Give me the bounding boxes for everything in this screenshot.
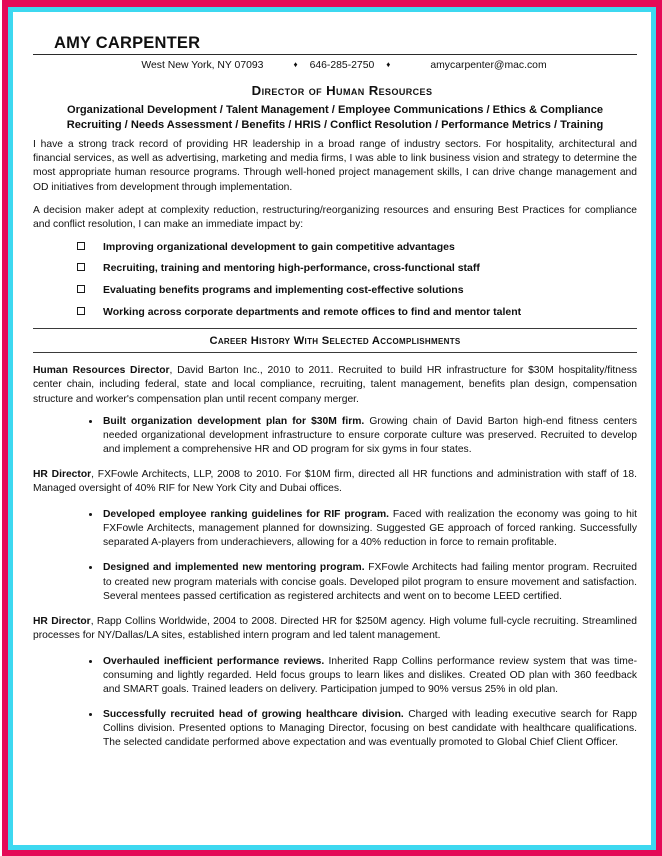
job-achievements [33,508,637,604]
job-entry [33,364,637,457]
job-heading [33,468,637,496]
list-item [89,708,637,750]
list-item-label: Evaluating benefits programs and implementing cost-effective solutions [103,284,464,297]
job-entry [33,468,637,604]
contact-email: amycarpenter@mac.com [430,60,547,72]
diamond-separator-icon: ♦ [386,60,391,70]
job-description: , Rapp Collins Worldwide, 2004 to 2008. Directed HR for $250M agency. High volume full-cycle recruiting. Streamlined processes for NY/Dallas/LA sites, established intern program and led talent management. [33,615,638,641]
bullet-icon [89,420,92,423]
job-description: , FXFowle Architects, LLP, 2008 to 2010. For $10M firm, directed all HR functions and administration with staff of 18. Managed oversight of 40% RIF for New York City and Dubai offices. [33,468,637,495]
list-item [77,241,637,255]
list-item-label: Working across corporate departments and remote offices to find and mentor talent [103,305,522,318]
job-heading [33,615,637,643]
resume-page [13,12,651,845]
checkbox-icon [77,263,85,271]
achievement-lead: Developed employee ranking guidelines for RIF program. [103,509,389,521]
achievement-detail: Growing chain of David Barton high-end fitness centers needed organizational development infrastructure to ensure corporate culture was preserved. Recruited to develop and implement a comprehensive HR and OD program for six gyms in four states. [103,415,637,455]
decorative-outer-frame [2,0,662,856]
job-title: HR Director [33,468,92,480]
job-title: HR Director [33,615,91,627]
job-description: , David Barton Inc., 2010 to 2011. Recruited to build HR infrastructure for $30M hospitality/fitness center chain, including federal, state and local compliance, recruiting, talent management, benefits plan design, compensation structure and worker's compensation plan until recent company merger. [33,365,637,405]
summary-paragraph-1: I have a strong track record of providing HR leadership in a broad range of industry sectors. For hospitality, architectural and financial services, as well as advertising, marketing and media firms, I was able to link business vision and strategy to determine the most appropriate human resource programs. Through well-honed project management skills, I can drive change management and OD initiatives from development through implementation. [33,139,637,193]
contact-phone: 646-285-2750 [309,60,375,72]
list-item [89,415,637,457]
achievement-detail: FXFowle Architects had failing mentor program. Recruited to created new program materials with concise goals. Developed pilot program to ensure movement and satisfaction. Several mentees passed certification as registered architects and went on to become LEED certified. [103,562,637,602]
bullet-icon [89,513,92,516]
contact-location: West New York, NY 07093 [141,60,264,72]
professional-headline: Director of Human Resources [251,82,433,98]
career-history-section-header [33,328,637,353]
achievement-detail: Charged with leading executive search for Rapp Collins division. Presented options to Managing Director, focusing on best candidate with healthcare qualifications. The selected candidate performed above expectation and was eventually promoted to Global Chief Client Officer. [103,709,638,749]
achievement-lead: Designed and implemented new mentoring program. [103,562,365,574]
resume-header [33,34,637,132]
list-item [89,508,637,550]
job-entry [33,615,637,751]
specialty-keywords [33,103,637,133]
header-divider-rule [33,54,637,55]
summary-paragraph-2: A decision maker adept at complexity reduction, restructuring/reorganizing resources and ensuring Best Practices for compliance and conflict resolution, I can make an immediate impact by: [33,204,637,230]
achievement-lead: Built organization development plan for $30M firm. [103,415,365,427]
bullet-icon [89,660,92,663]
job-achievements [33,655,637,751]
specialty-keywords-line-1: Organizational Development / Talent Management / Employee Communications / Ethics & Compliance [66,103,604,116]
achievement-lead: Overhauled inefficient performance reviews. [103,655,325,667]
summary-section [33,138,637,319]
decorative-inner-frame [8,7,656,850]
candidate-name: AMY CARPENTER [54,34,201,52]
achievement-detail: Faced with realization the economy was going to hit FXFowle Architects, management planned for downsizing. Suggested GE approach of forced ranking. Successfully separated A-players from underachievers, allowing for a 40% reduction in force to remain profitable. [103,509,637,549]
checkbox-icon [77,307,85,315]
diamond-separator-icon: ♦ [293,60,298,70]
contact-line [33,58,637,74]
checkbox-icon [77,242,85,250]
list-item [77,306,637,320]
resume-document [33,34,637,761]
checkbox-icon [77,285,85,293]
summary-impact-list [33,241,637,320]
list-item [89,561,637,603]
achievement-lead: Successfully recruited head of growing healthcare division. [103,709,404,721]
job-achievements [33,415,637,457]
bullet-icon [89,566,92,569]
list-item [77,262,637,276]
list-item-label: Recruiting, training and mentoring high-performance, cross-functional staff [103,262,480,275]
achievement-detail: Inherited Rapp Collins performance review system that was time-consuming and lightly regarded. Held focus groups to learn likes and dislikes. Created OD plan with 360 feedback and SMART goals. Trained leaders on delivery. Participation jumped to 90% versus 25% in old plan. [103,655,638,696]
job-heading [33,364,637,406]
bullet-icon [89,713,92,716]
list-item [77,284,637,298]
list-item [89,655,637,697]
list-item-label: Improving organizational development to gain competitive advantages [103,240,455,253]
job-title: Human Resources Director [33,365,170,377]
specialty-keywords-line-2: Recruiting / Needs Assessment / Benefits / HRIS / Conflict Resolution / Performance Metrics / Training [66,118,604,131]
section-title: Career History With Selected Accomplishments [209,335,461,348]
